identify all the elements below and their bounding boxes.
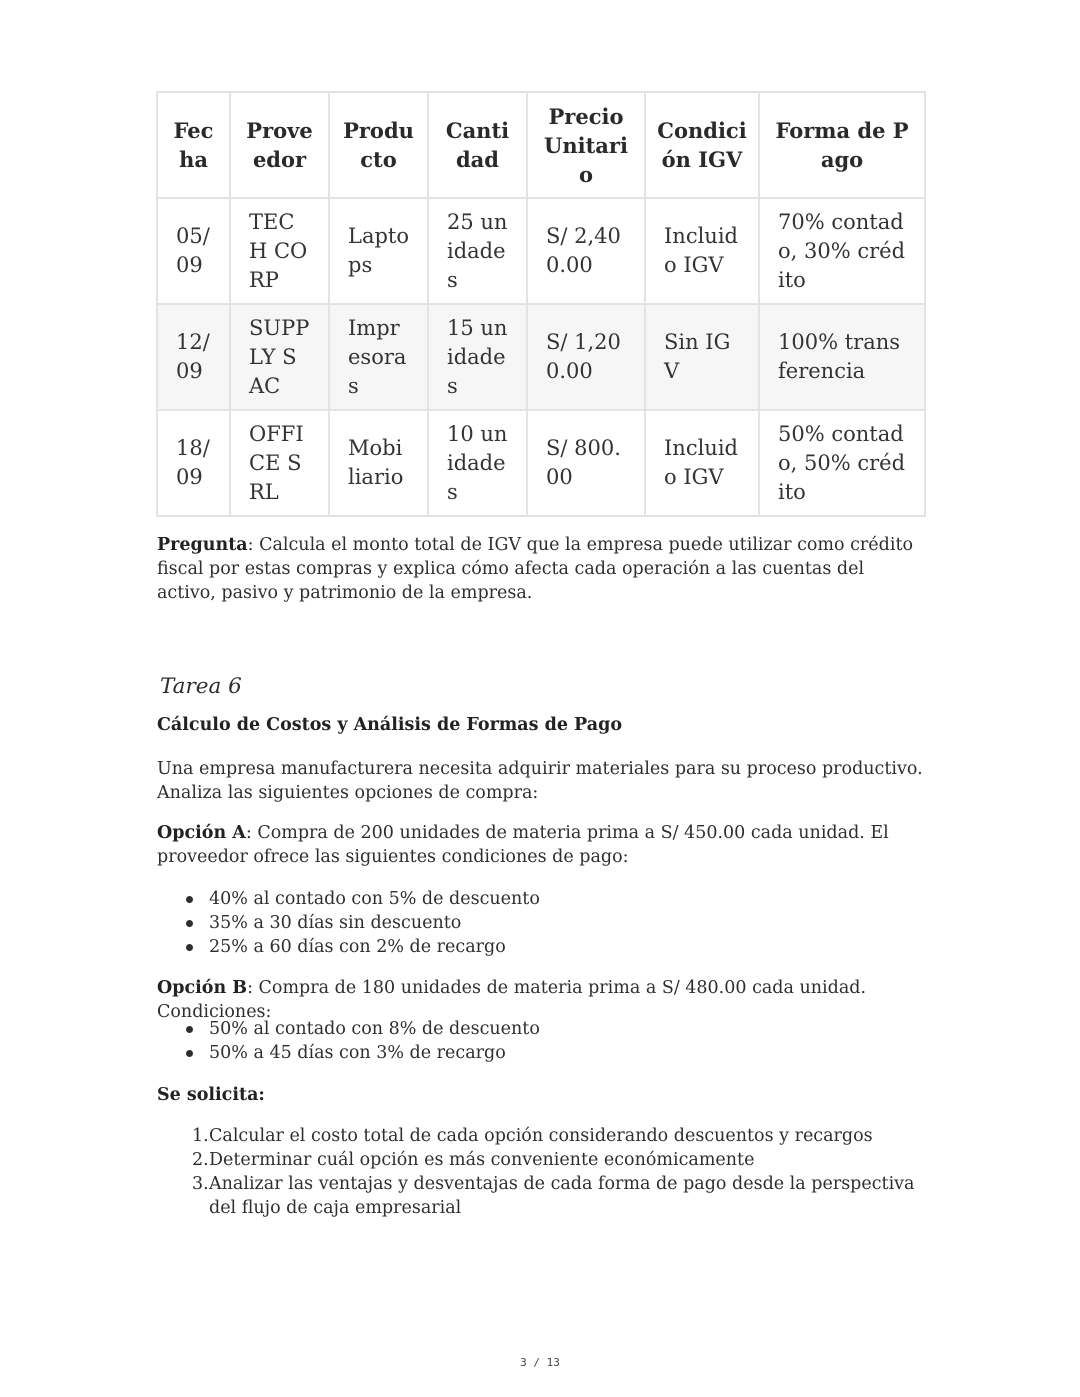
- purchases-table: [156, 91, 926, 517]
- step-number: 2.: [192, 1150, 209, 1170]
- table-cell: 70% contado, 30% crédito: [759, 198, 925, 304]
- table-cell: 18/09: [157, 410, 230, 516]
- option-a-label: Opción A: [157, 823, 246, 843]
- option-b-label: Opción B: [157, 978, 248, 998]
- step-number: 1.: [192, 1126, 209, 1146]
- option-a-list: [209, 887, 540, 959]
- list-item: [209, 935, 540, 959]
- table-cell: OFFICE SRL: [230, 410, 329, 516]
- list-item-text: 25% a 60 días con 2% de recargo: [209, 937, 506, 957]
- option-a-text: : Compra de 200 unidades de materia prima a S/ 450.00 cada unidad. El proveedor ofrece las siguientes condiciones de pago:: [157, 823, 889, 867]
- table-cell: 50% contado, 50% crédito: [759, 410, 925, 516]
- question-paragraph: [157, 533, 927, 605]
- step-text: Determinar cuál opción es más conveniente económicamente: [209, 1150, 755, 1170]
- request-label-text: Se solicita:: [157, 1085, 265, 1105]
- table-cell: 15 unidades: [428, 304, 527, 410]
- bullet-icon: [186, 944, 193, 951]
- table-row: [157, 304, 925, 410]
- list-item: [209, 1041, 540, 1065]
- option-a-paragraph: [157, 821, 927, 869]
- list-item: [209, 1017, 540, 1041]
- request-steps-list: [192, 1124, 927, 1220]
- table-cell: SUPPLY SAC: [230, 304, 329, 410]
- question-label: Pregunta: [157, 535, 248, 555]
- option-b-text: : Compra de 180 unidades de materia prima a S/ 480.00 cada unidad. Condiciones:: [157, 978, 867, 1022]
- list-item: [192, 1124, 927, 1148]
- table-cell: Mobiliario: [329, 410, 428, 516]
- table-cell: 05/09: [157, 198, 230, 304]
- request-label: [157, 1083, 927, 1107]
- step-text: Analizar las ventajas y desventajas de cada forma de pago desde la perspectiva del flujo de caja empresarial: [209, 1174, 915, 1218]
- header-cell-proveedor: Proveedor: [230, 92, 329, 198]
- header-cell-precio: Precio Unitario: [527, 92, 645, 198]
- bullet-icon: [186, 896, 193, 903]
- list-item: [209, 911, 540, 935]
- table-cell: TECH CORP: [230, 198, 329, 304]
- table-row: [157, 410, 925, 516]
- list-item: [192, 1172, 927, 1220]
- list-item-text: 50% al contado con 8% de descuento: [209, 1019, 540, 1039]
- table-cell: 25 unidades: [428, 198, 527, 304]
- table-cell: Laptops: [329, 198, 428, 304]
- header-cell-producto: Producto: [329, 92, 428, 198]
- table-cell: Impresoras: [329, 304, 428, 410]
- bullet-icon: [186, 1026, 193, 1033]
- step-text: Calcular el costo total de cada opción considerando descuentos y recargos: [209, 1126, 873, 1146]
- table-row: [157, 198, 925, 304]
- table-cell: S/ 1,200.00: [527, 304, 645, 410]
- header-cell-forma-pago: Forma de Pago: [759, 92, 925, 198]
- list-item-text: 40% al contado con 5% de descuento: [209, 889, 540, 909]
- table-cell: Sin IGV: [645, 304, 759, 410]
- table-cell: S/ 2,400.00: [527, 198, 645, 304]
- step-number: 3.: [192, 1174, 209, 1194]
- table-cell: 12/09: [157, 304, 230, 410]
- header-cell-fecha: Fecha: [157, 92, 230, 198]
- page-number: 3 / 13: [520, 1356, 560, 1369]
- table-cell: Incluido IGV: [645, 198, 759, 304]
- header-cell-condicion: Condición IGV: [645, 92, 759, 198]
- table-cell: Incluido IGV: [645, 410, 759, 516]
- table-cell: S/ 800.00: [527, 410, 645, 516]
- option-b-list: [209, 1017, 540, 1065]
- task-subtitle: Cálculo de Costos y Análisis de Formas de Pago: [157, 715, 622, 735]
- table-cell: 100% transferencia: [759, 304, 925, 410]
- question-text: : Calcula el monto total de IGV que la empresa puede utilizar como crédito fiscal por estas compras y explica cómo afecta cada operación a las cuentas del activo, pasivo y patrimonio de la empresa.: [157, 535, 914, 603]
- table-cell: 10 unidades: [428, 410, 527, 516]
- task-intro: Una empresa manufacturera necesita adquirir materiales para su proceso productivo. Analiza las siguientes opciones de compra:: [157, 759, 923, 803]
- header-cell-cantidad: Cantidad: [428, 92, 527, 198]
- bullet-icon: [186, 920, 193, 927]
- bullet-icon: [186, 1050, 193, 1057]
- list-item-text: 50% a 45 días con 3% de recargo: [209, 1043, 506, 1063]
- table-header-row: [157, 92, 925, 198]
- task-title: Tarea 6: [160, 674, 242, 699]
- list-item: [209, 887, 540, 911]
- list-item-text: 35% a 30 días sin descuento: [209, 913, 462, 933]
- list-item: [192, 1148, 927, 1172]
